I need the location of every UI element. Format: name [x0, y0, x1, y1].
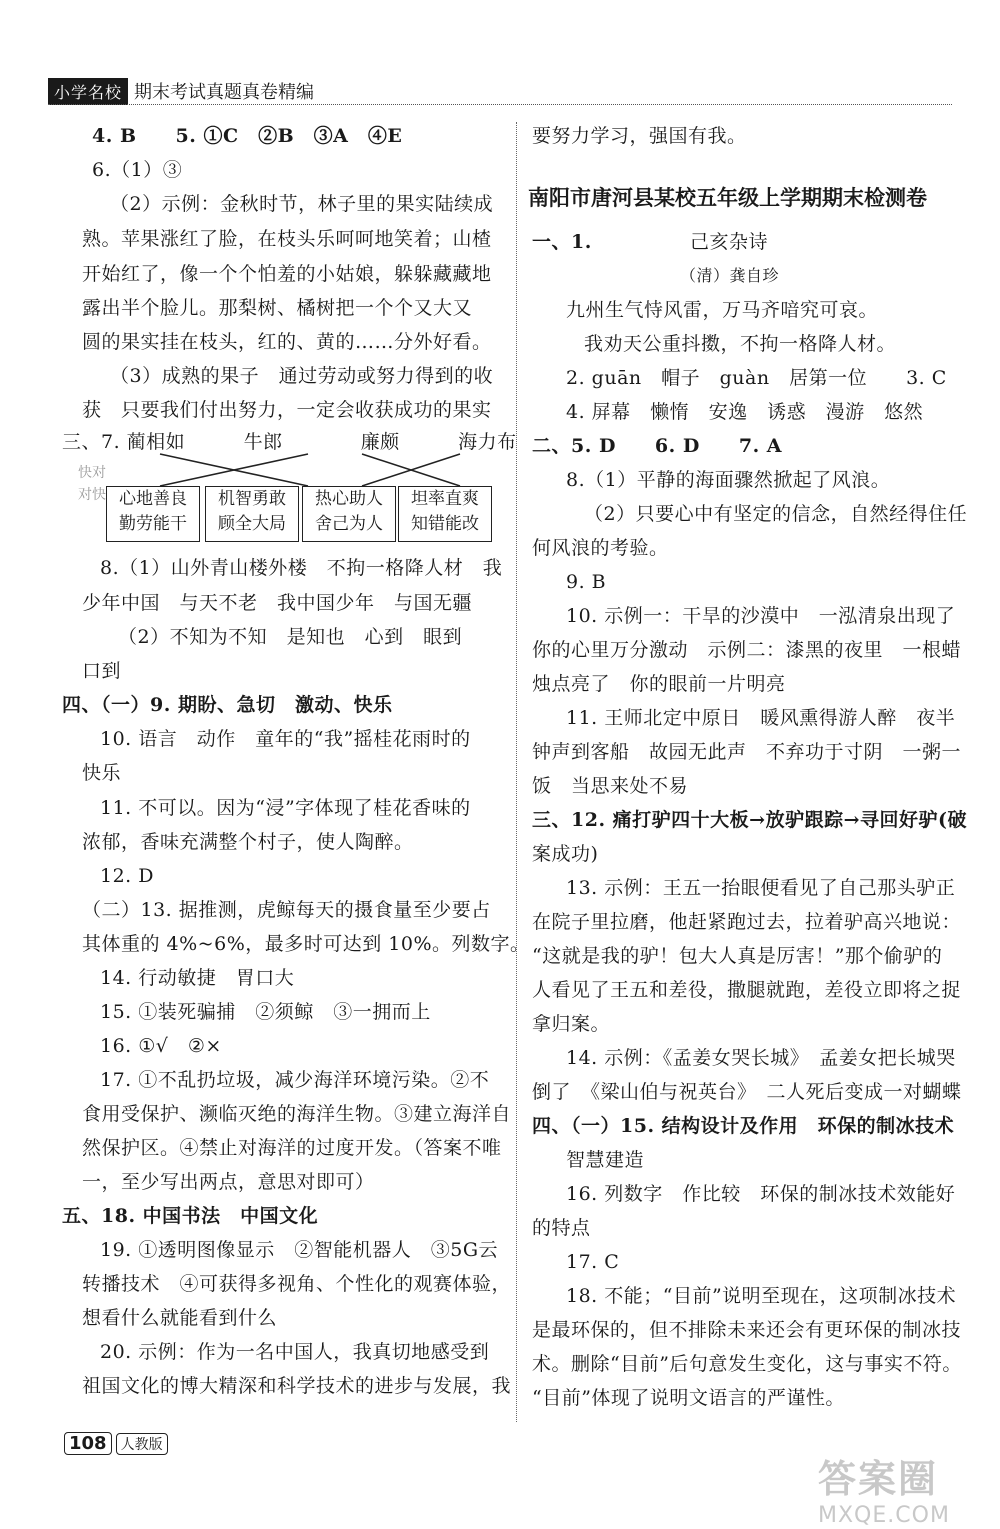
answer-line: （2）只要心中有坚定的信念，自然经得住任: [584, 503, 968, 525]
answer-line: 钟声到客船 故园无此声 不弃功于寸阴 一粥一: [532, 741, 962, 763]
answer-line: 10. 示例一：干旱的沙漠中 一泓清泉出现了: [566, 605, 956, 627]
answer-line: 二、5. D 6. D 7. A: [532, 435, 783, 457]
exam-section-title: 南阳市唐河县某校五年级上学期期末检测卷: [528, 186, 927, 210]
answer-line: “这就是我的驴！包大人真是厉害！”那个偷驴的: [532, 945, 943, 967]
answer-line: 14. 行动敏捷 胃口大: [100, 967, 295, 989]
edition-label: 人教版: [116, 1433, 168, 1455]
answer-line: 你的心里万分激动 示例二：漆黑的夜里 一根蜡: [532, 639, 962, 661]
book-title: 期末考试真题真卷精编: [134, 82, 315, 103]
handwritten-note: 快对 对快: [78, 465, 106, 503]
answer-line: 智慧建造: [566, 1149, 645, 1171]
answer-line: 圆的果实挂在枝头，红的、黄的……分外好看。: [82, 331, 492, 353]
answer-line: 17. ①不乱扔垃圾，减少海洋环境污染。②不: [100, 1069, 490, 1091]
answer-line: 一、1.: [532, 231, 592, 253]
answer-line: 14. 示例：《孟姜女哭长城》 孟姜女把长城哭: [566, 1047, 956, 1069]
matching-lines: [100, 452, 500, 488]
poem-title: 己亥杂诗: [690, 231, 769, 253]
answer-line: 的特点: [532, 1217, 591, 1239]
answer-line: 祖国文化的博大精深和科学技术的进步与发展，我: [82, 1375, 512, 1397]
answer-line: 11. 王师北定中原日 暖风熏得游人醉 夜半: [566, 707, 956, 729]
page-footer: [64, 1432, 168, 1455]
watermark-url: MXQE.COM: [818, 1503, 950, 1528]
watermark-logo: 答案圈: [818, 1457, 939, 1501]
answer-line: 食用受保护、濒临灭绝的海洋生物。③建立海洋自: [82, 1103, 512, 1125]
answer-line: 10. 语言 动作 童年的“我”摇桂花雨时的: [100, 728, 471, 750]
answer-line: 四、（一）9. 期盼、急切 激动、快乐: [62, 694, 393, 716]
answer-line: 4. B 5. ①C ②B ③A ④E: [92, 125, 403, 147]
answer-line: 其体重的 4%~6%，最多时可达到 10%。列数字。: [82, 933, 530, 955]
answer-line: 少年中国 与天不老 我中国少年 与国无疆: [82, 592, 473, 614]
answer-line: 18. 不能；“目前”说明至现在，这项制冰技术: [566, 1285, 957, 1307]
answer-line: 熟。苹果涨红了脸，在枝头乐呵呵地笑着；山楂: [82, 228, 492, 250]
answer-line: 快乐: [82, 762, 122, 784]
answer-line: 6.（1）③: [92, 159, 183, 181]
answer-line: 案成功): [532, 843, 599, 865]
poem-line: 我劝天公重抖擞，不拘一格降人材。: [584, 333, 897, 355]
answer-line: 想看什么就能看到什么: [82, 1307, 278, 1329]
answer-line: 2. guān 帽子 guàn 居第一位 3. C: [566, 367, 947, 389]
watermark: [818, 1448, 950, 1528]
answer-line: 19. ①透明图像显示 ②智能机器人 ③5G云: [100, 1239, 499, 1261]
poem-author: （清）龚自珍: [680, 266, 780, 285]
answer-line: 倒了 《梁山伯与祝英台》 二人死后变成一对蝴蝶: [532, 1081, 962, 1103]
matching-header: 三、7. 蔺相如 牛郎 廉颇 海力布: [62, 431, 517, 453]
answer-line: 获 只要我们付出努力，一定会收获成功的果实: [82, 399, 492, 421]
answer-line: 口到: [82, 660, 122, 682]
answer-line: 17. C: [566, 1251, 620, 1273]
poem-line: 九州生气恃风雷，万马齐喑究可哀。: [566, 299, 879, 321]
answer-line: 露出半个脸儿。那梨树、橘树把一个个又大又: [82, 297, 473, 319]
match-box: 坦率直爽 知错能改: [398, 486, 492, 542]
answer-line: 何风浪的考验。: [532, 537, 669, 559]
answer-line: 一，至少写出两点，意思对即可）: [82, 1171, 375, 1193]
answer-line: （2）不知为不知 是知也 心到 眼到: [118, 626, 463, 648]
answer-line: 4. 屏幕 懒惰 安逸 诱惑 漫游 悠然: [566, 401, 924, 423]
answer-line: 8.（1）平静的海面骤然掀起了风浪。: [566, 469, 891, 491]
answer-line: 20. 示例：作为一名中国人，我真切地感受到: [100, 1341, 490, 1363]
match-box: 热心助人 舍己为人: [302, 486, 396, 542]
answer-line: 13. 示例：王五一抬眼便看见了自己那头驴正: [566, 877, 956, 899]
column-divider: [516, 122, 517, 1422]
answer-line: 要努力学习，强国有我。: [532, 125, 747, 147]
header-divider: [48, 104, 952, 105]
answer-line: 术。删除“目前”后句意发生变化，这与事实不符。: [532, 1353, 962, 1375]
answer-line: 浓郁，香味充满整个村子，使人陶醉。: [82, 831, 414, 853]
running-header: [48, 78, 314, 104]
answer-line: 然保护区。④禁止对海洋的过度开发。（答案不唯: [82, 1137, 502, 1159]
answer-line: 人看见了王五和差役，撒腿就跑，差役立即将之捉: [532, 979, 962, 1001]
answer-line: 三、12. 痛打驴四十大板→放驴跟踪→寻回好驴(破: [532, 809, 968, 831]
answer-line: 转播技术 ④可获得多视角、个性化的观赛体验，: [82, 1273, 512, 1295]
answer-line: 9. B: [566, 571, 607, 593]
answer-line: 16. ①√ ②×: [100, 1035, 222, 1057]
answer-line: 8.（1）山外青山楼外楼 不拘一格降人材 我: [100, 557, 503, 579]
answer-line: （二）13. 据推测，虎鲸每天的摄食量至少要占: [82, 899, 491, 921]
answer-line: 拿归案。: [532, 1013, 611, 1035]
series-logo: 小学名校: [48, 78, 128, 105]
match-box: 机智勇敢 顾全大局: [205, 486, 299, 542]
answer-line: 16. 列数字 作比较 环保的制冰技术效能好: [566, 1183, 956, 1205]
answer-line: 五、18. 中国书法 中国文化: [62, 1205, 319, 1227]
answer-line: 15. ①装死骗捕 ②须鲸 ③一拥而上: [100, 1001, 431, 1023]
answer-line: 在院子里拉磨，他赶紧跑过去，拉着驴高兴地说：: [532, 911, 962, 933]
answer-line: 四、（一）15. 结构设计及作用 环保的制冰技术: [532, 1115, 955, 1137]
answer-line: （2）示例：金秋时节，林子里的果实陆续成: [110, 193, 494, 215]
page-number: 108: [64, 1432, 112, 1455]
answer-line: 饭 当思来处不易: [532, 775, 689, 797]
answer-line: （3）成熟的果子 通过劳动或努力得到的收: [110, 365, 494, 387]
answer-line: 11. 不可以。因为“浸”字体现了桂花香味的: [100, 797, 471, 819]
answer-line: 是最环保的，但不排除未来还会有更环保的制冰技: [532, 1319, 962, 1341]
answer-line: “目前”体现了说明文语言的严谨性。: [532, 1387, 845, 1409]
answer-line: 12. D: [100, 865, 154, 887]
match-box: 心地善良 勤劳能干: [106, 486, 200, 542]
answer-line: 开始红了，像一个个怕羞的小姑娘，躲躲藏藏地: [82, 263, 492, 285]
answer-line: 烛点亮了 你的眼前一片明亮: [532, 673, 786, 695]
